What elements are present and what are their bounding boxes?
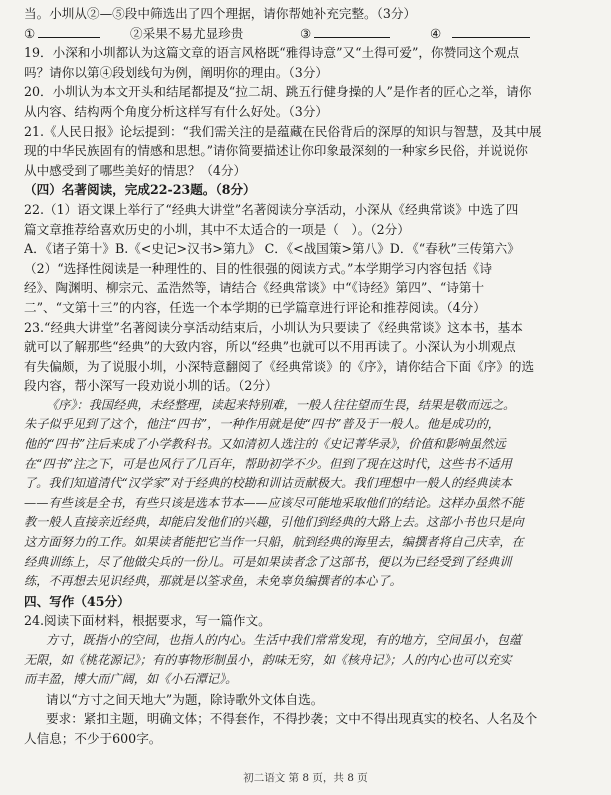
preface-excerpt-line-6: ——有些该是全书，有些只该是选本节本——应该尽可能地采取他们的结论。这样办虽然不能 [24, 495, 524, 510]
q22-line-1: 22.（1）语文课上举行了“经典大讲堂”名著阅读分享活动，小深从《经典常谈》中选了四 [24, 201, 519, 217]
writing-material-line-2: 无限，如《桃花源记》；有的事物形制虽小，韵味无穷，如《核舟记》；人的内心也可以充实 [24, 652, 512, 667]
blank-1-label: ① [24, 25, 36, 41]
q24-instruction: 24.阅读下面材料，根据要求，写一篇作文。 [24, 613, 271, 629]
q21-line-1: 21.《人民日报》论坛提到：“我们需关注的是蕴藏在民俗背后的深厚的知识与智慧，及其中展 [24, 123, 542, 139]
q20-line-1: 20．小圳认为本文开头和结尾都提及“拉二胡、跳五行健身操的人”是作者的匠心之举，请你 [24, 84, 532, 100]
preface-excerpt-line-9: 经典训练上，尽了他做尖兵的一份儿。可是如果读者念了这部书，便以为已经受到了经典训 [24, 554, 512, 569]
preface-excerpt-line-4: 在“四书”注之下，可是也风行了几百年，帮助初学不少。但到了现在这时代，这些书不适用 [24, 456, 512, 471]
preface-excerpt-line-5: 了。我们知道清代“汉学家”对于经典的校勘和训诂贡献极大。我们理想中一般人的经典读本 [24, 476, 512, 491]
q20-line-2: 从内容、结构两个角度分析这样写有什么好处。（3分） [24, 103, 328, 119]
blank-3-label: ③ [300, 25, 312, 41]
writing-requirements-line-2: 人信息；不少于600字。 [24, 730, 162, 746]
q23-line-3: 有失偏颇，为了说服小圳，小深特意翻阅了《经典常谈》的《序》，请你结合下面《序》的选 [24, 358, 535, 374]
writing-material-line-1: 方寸，既指小的空间，也指人的内心。生活中我们常常发现，有的地方，空间虽小，包蕴 [46, 633, 522, 647]
blank-4-label: ④ [430, 25, 442, 41]
q23-line-1: 23.“经典大讲堂”名著阅读分享活动结束后，小圳认为只要读了《经典常谈》这本书，基本 [24, 319, 523, 335]
q18-blanks-row [24, 24, 589, 44]
q22-2-line-2: 经》、陶渊明、柳宗元、孟浩然等，请结合《经典常谈》中“《诗经》第四”、“诗第十 [24, 280, 485, 296]
preface-excerpt-line-8: 这方面努力的工作。如果读者能把它当作一只船，航到经典的海里去，编撰者将自己庆幸，在 [24, 535, 524, 550]
q18-tail-line: 当。小圳从②—⑤段中筛选出了四个理据，请你帮她补充完整。（3分） [24, 6, 417, 21]
q22-options: A．《诸子第十》B.《<史记>汉书>第九》 C．《<战国策>第八》D．《“春秋”三传第六》 [24, 241, 520, 257]
preface-excerpt-line-3: 他的“四书”注后来成了小学教科书。又如清初人选注的《史记菁华录》，价值和影响虽然远 [24, 437, 506, 452]
blank-3-line [314, 24, 390, 38]
section-writing-heading: 四、写作（45分） [24, 593, 130, 609]
q23-line-4: 段内容，帮小深写一段劝说小圳的话。（2分） [24, 378, 278, 394]
writing-material-line-3: 而丰盈，博大而广阔，如《小石潭记》。 [24, 672, 238, 687]
writing-prompt: 请以“方寸之间天地大”为题，除诗歌外文体自选。 [46, 691, 324, 707]
q19-line-2: 吗？请你以第④段划线句为例，阐明你的理由。（3分） [24, 64, 328, 80]
blank-4-line [452, 24, 530, 38]
q21-line-2: 现的中华民族固有的情感和思想。”请你简要描述让你印象最深刻的一种家乡民俗，并说说你 [24, 143, 528, 159]
writing-requirements-line-1: 要求：紧扣主题，明确文体；不得套作，不得抄袭；文中不得出现真实的校名、人名及个 [46, 711, 538, 727]
q21-line-3: 从中感受到了哪些美好的情思？（4分） [24, 162, 247, 178]
preface-excerpt-line-7: 教一般人直接亲近经典，却能启发他们的兴趣，引他们到经典的大路上去。这部小书也只是向 [24, 515, 524, 530]
q22-2-line-1: （2）“选择性阅读是一种理性的、目的性很强的阅读方式。”本学期学习内容包括《诗 [24, 260, 492, 276]
preface-excerpt-line-10: 练，不再想去见识经典，那就是以筌求鱼，未免辜负编撰者的本心了。 [24, 574, 402, 589]
blank-2-label: ②采果不易尤显珍贵 [130, 25, 244, 41]
q22-2-line-3: 二”、“文第十三”的内容，任选一个本学期的已学篇章进行评论和推荐阅读。（4分） [24, 299, 486, 315]
q19-line-1: 19．小深和小圳都认为这篇文章的语言风格既“雅得诗意”又“土得可爱”，你赞同这个观点 [24, 45, 520, 61]
section-4-heading: （四）名著阅读，完成22-23题。（8分） [24, 182, 256, 198]
page-footer: 初二语文 第 8 页，共 8 页 [243, 772, 368, 784]
preface-excerpt-line-1: 《序》：我国经典，未经整理，读起来特别难，一般人往往望而生畏，结果是敬而远之。 [46, 397, 516, 412]
q23-line-2: 就可以了解那些“经典”的大致内容，所以“经典”也就可以不用再读了。小深认为小圳观点 [24, 339, 516, 355]
blank-1-line [38, 24, 100, 38]
q22-line-2: 篇文章推荐给喜欢历史的小圳，其中不太适合的一项是（ ）。（2分） [24, 221, 410, 237]
preface-excerpt-line-2: 朱子似乎见到了这个，他注“四书”，一种作用就是使“四书”普及于一般人。他是成功的， [24, 417, 500, 432]
